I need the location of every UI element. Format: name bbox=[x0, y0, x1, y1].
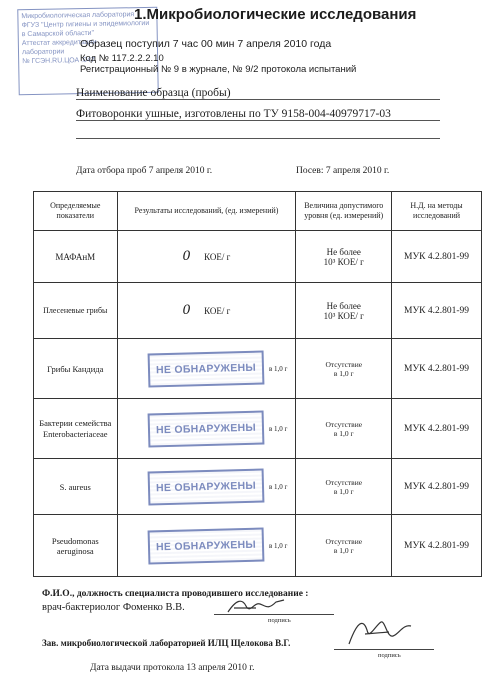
method-cell: МУК 4.2.801-99 bbox=[392, 399, 482, 459]
table-row bbox=[34, 231, 482, 283]
method-cell: МУК 4.2.801-99 bbox=[392, 283, 482, 339]
result-cell bbox=[117, 231, 296, 283]
not-detected-stamp: НЕ ОБНАРУЖЕНЫ bbox=[148, 527, 265, 564]
specialist-label: Ф.И.О., должность специалиста проводившего исследование : bbox=[42, 589, 309, 599]
not-detected-stamp: НЕ ОБНАРУЖЕНЫ bbox=[148, 350, 265, 387]
limit-cell bbox=[296, 515, 392, 577]
table-row bbox=[34, 459, 482, 515]
limit-cell bbox=[296, 283, 392, 339]
result-unit: КОЕ/ г bbox=[204, 252, 231, 262]
sampling-date: Дата отбора проб 7 апреля 2010 г. bbox=[76, 166, 213, 176]
limit-line: в 1,0 г bbox=[333, 428, 354, 438]
result-cell bbox=[117, 399, 296, 459]
specialist-signature bbox=[226, 596, 286, 618]
not-detected-stamp: НЕ ОБНАРУЖЕНЫ bbox=[148, 468, 265, 505]
sample-label: Наименование образца (пробы) bbox=[76, 87, 440, 100]
limit-cell bbox=[296, 231, 392, 283]
indicator-cell: Бактерии семейства Enterobacteriaceae bbox=[34, 399, 118, 459]
table-row bbox=[34, 283, 482, 339]
indicator-cell: S. aureus bbox=[34, 459, 118, 515]
limit-line: Отсутствие bbox=[325, 359, 363, 369]
result-qty: в 1,0 г bbox=[268, 364, 288, 373]
head-signature-caption: подпись bbox=[378, 652, 401, 659]
registration-line: Регистрационный № 9 в журнале, № 9/2 протокола испытаний bbox=[80, 64, 357, 75]
stamp-line: Аттестат аккредитации bbox=[21, 38, 97, 48]
sample-name: Фитоворонки ушные, изготовлены по ТУ 9158-004-40979717-03 bbox=[76, 108, 440, 121]
table-row bbox=[34, 515, 482, 577]
limit-line: в 1,0 г bbox=[333, 368, 354, 378]
head-signature bbox=[345, 616, 415, 650]
indicator-cell: Pseudomonas aeruginosa bbox=[34, 515, 118, 577]
table-row bbox=[34, 399, 482, 459]
limit-cell bbox=[296, 459, 392, 515]
section-title: 1.Микробиологические исследования bbox=[134, 6, 417, 23]
table-header-row bbox=[34, 192, 482, 231]
result-unit: КОЕ/ г bbox=[204, 306, 231, 316]
method-cell: МУК 4.2.801-99 bbox=[392, 339, 482, 399]
signature-caption: подпись bbox=[268, 617, 291, 624]
stamp-line: № ГСЭН.RU.ЦОА .047 bbox=[22, 56, 95, 66]
issue-date: Дата выдачи протокола 13 апреля 2010 г. bbox=[90, 663, 255, 673]
result-value: 0 bbox=[182, 302, 191, 318]
limit-line: Отсутствие bbox=[325, 477, 363, 487]
limit-line: 10³ КОЕ/ г bbox=[323, 310, 364, 321]
received-line: Образец поступил 7 час 00 мин 7 апреля 2010 года bbox=[80, 38, 332, 50]
method-cell: МУК 4.2.801-99 bbox=[392, 231, 482, 283]
limit-line: Отсутствие bbox=[325, 536, 363, 546]
limit-cell bbox=[296, 339, 392, 399]
header-indicator: Определяемые показатели bbox=[34, 192, 118, 231]
stamp-line: ФГУЗ "Центр гигиены и эпидемиологии bbox=[21, 19, 150, 30]
blank-line bbox=[76, 138, 440, 139]
stamp-line: Микробиологическая лаборатория bbox=[21, 11, 135, 21]
result-cell bbox=[117, 283, 296, 339]
stamp-line: в Самарской области" bbox=[21, 29, 95, 39]
header-result: Результаты исследований, (ед. измерений) bbox=[117, 192, 296, 231]
header-limit: Величина допустимого уровня (ед. измерений) bbox=[296, 192, 392, 231]
not-detected-stamp: НЕ ОБНАРУЖЕНЫ bbox=[148, 410, 265, 447]
result-cell bbox=[117, 459, 296, 515]
specialist-name: врач-бактериолог Фоменко В.В. bbox=[42, 602, 185, 613]
indicator-cell: Плесеневые грибы bbox=[34, 283, 118, 339]
limit-line: Отсутствие bbox=[325, 419, 363, 429]
result-value: 0 bbox=[182, 248, 191, 264]
result-qty: в 1,0 г bbox=[268, 482, 288, 491]
results-table bbox=[33, 191, 482, 577]
sample-code: Код № 117.2.2.2.10 bbox=[80, 53, 164, 64]
method-cell: МУК 4.2.801-99 bbox=[392, 459, 482, 515]
result-qty: в 1,0 г bbox=[268, 424, 288, 433]
result-qty: в 1,0 г bbox=[268, 541, 288, 550]
limit-line: в 1,0 г bbox=[333, 486, 354, 496]
result-cell bbox=[117, 339, 296, 399]
result-cell bbox=[117, 515, 296, 577]
indicator-cell: Грибы Кандида bbox=[34, 339, 118, 399]
limit-cell bbox=[296, 399, 392, 459]
head-label: Зав. микробиологической лабораторией ИЛЦ Щелокова В.Г. bbox=[42, 638, 291, 648]
seeding-date: Посев: 7 апреля 2010 г. bbox=[296, 166, 390, 176]
limit-line: Не более bbox=[326, 246, 361, 257]
limit-line: в 1,0 г bbox=[333, 545, 354, 555]
indicator-cell: МАФАнМ bbox=[34, 231, 118, 283]
stamp-line: лаборатории bbox=[21, 48, 65, 57]
header-method: Н.Д. на методы исследований bbox=[392, 192, 482, 231]
limit-line: Не более bbox=[326, 300, 361, 311]
table-row bbox=[34, 339, 482, 399]
limit-line: 10³ КОЕ/ г bbox=[323, 256, 364, 267]
method-cell: МУК 4.2.801-99 bbox=[392, 515, 482, 577]
